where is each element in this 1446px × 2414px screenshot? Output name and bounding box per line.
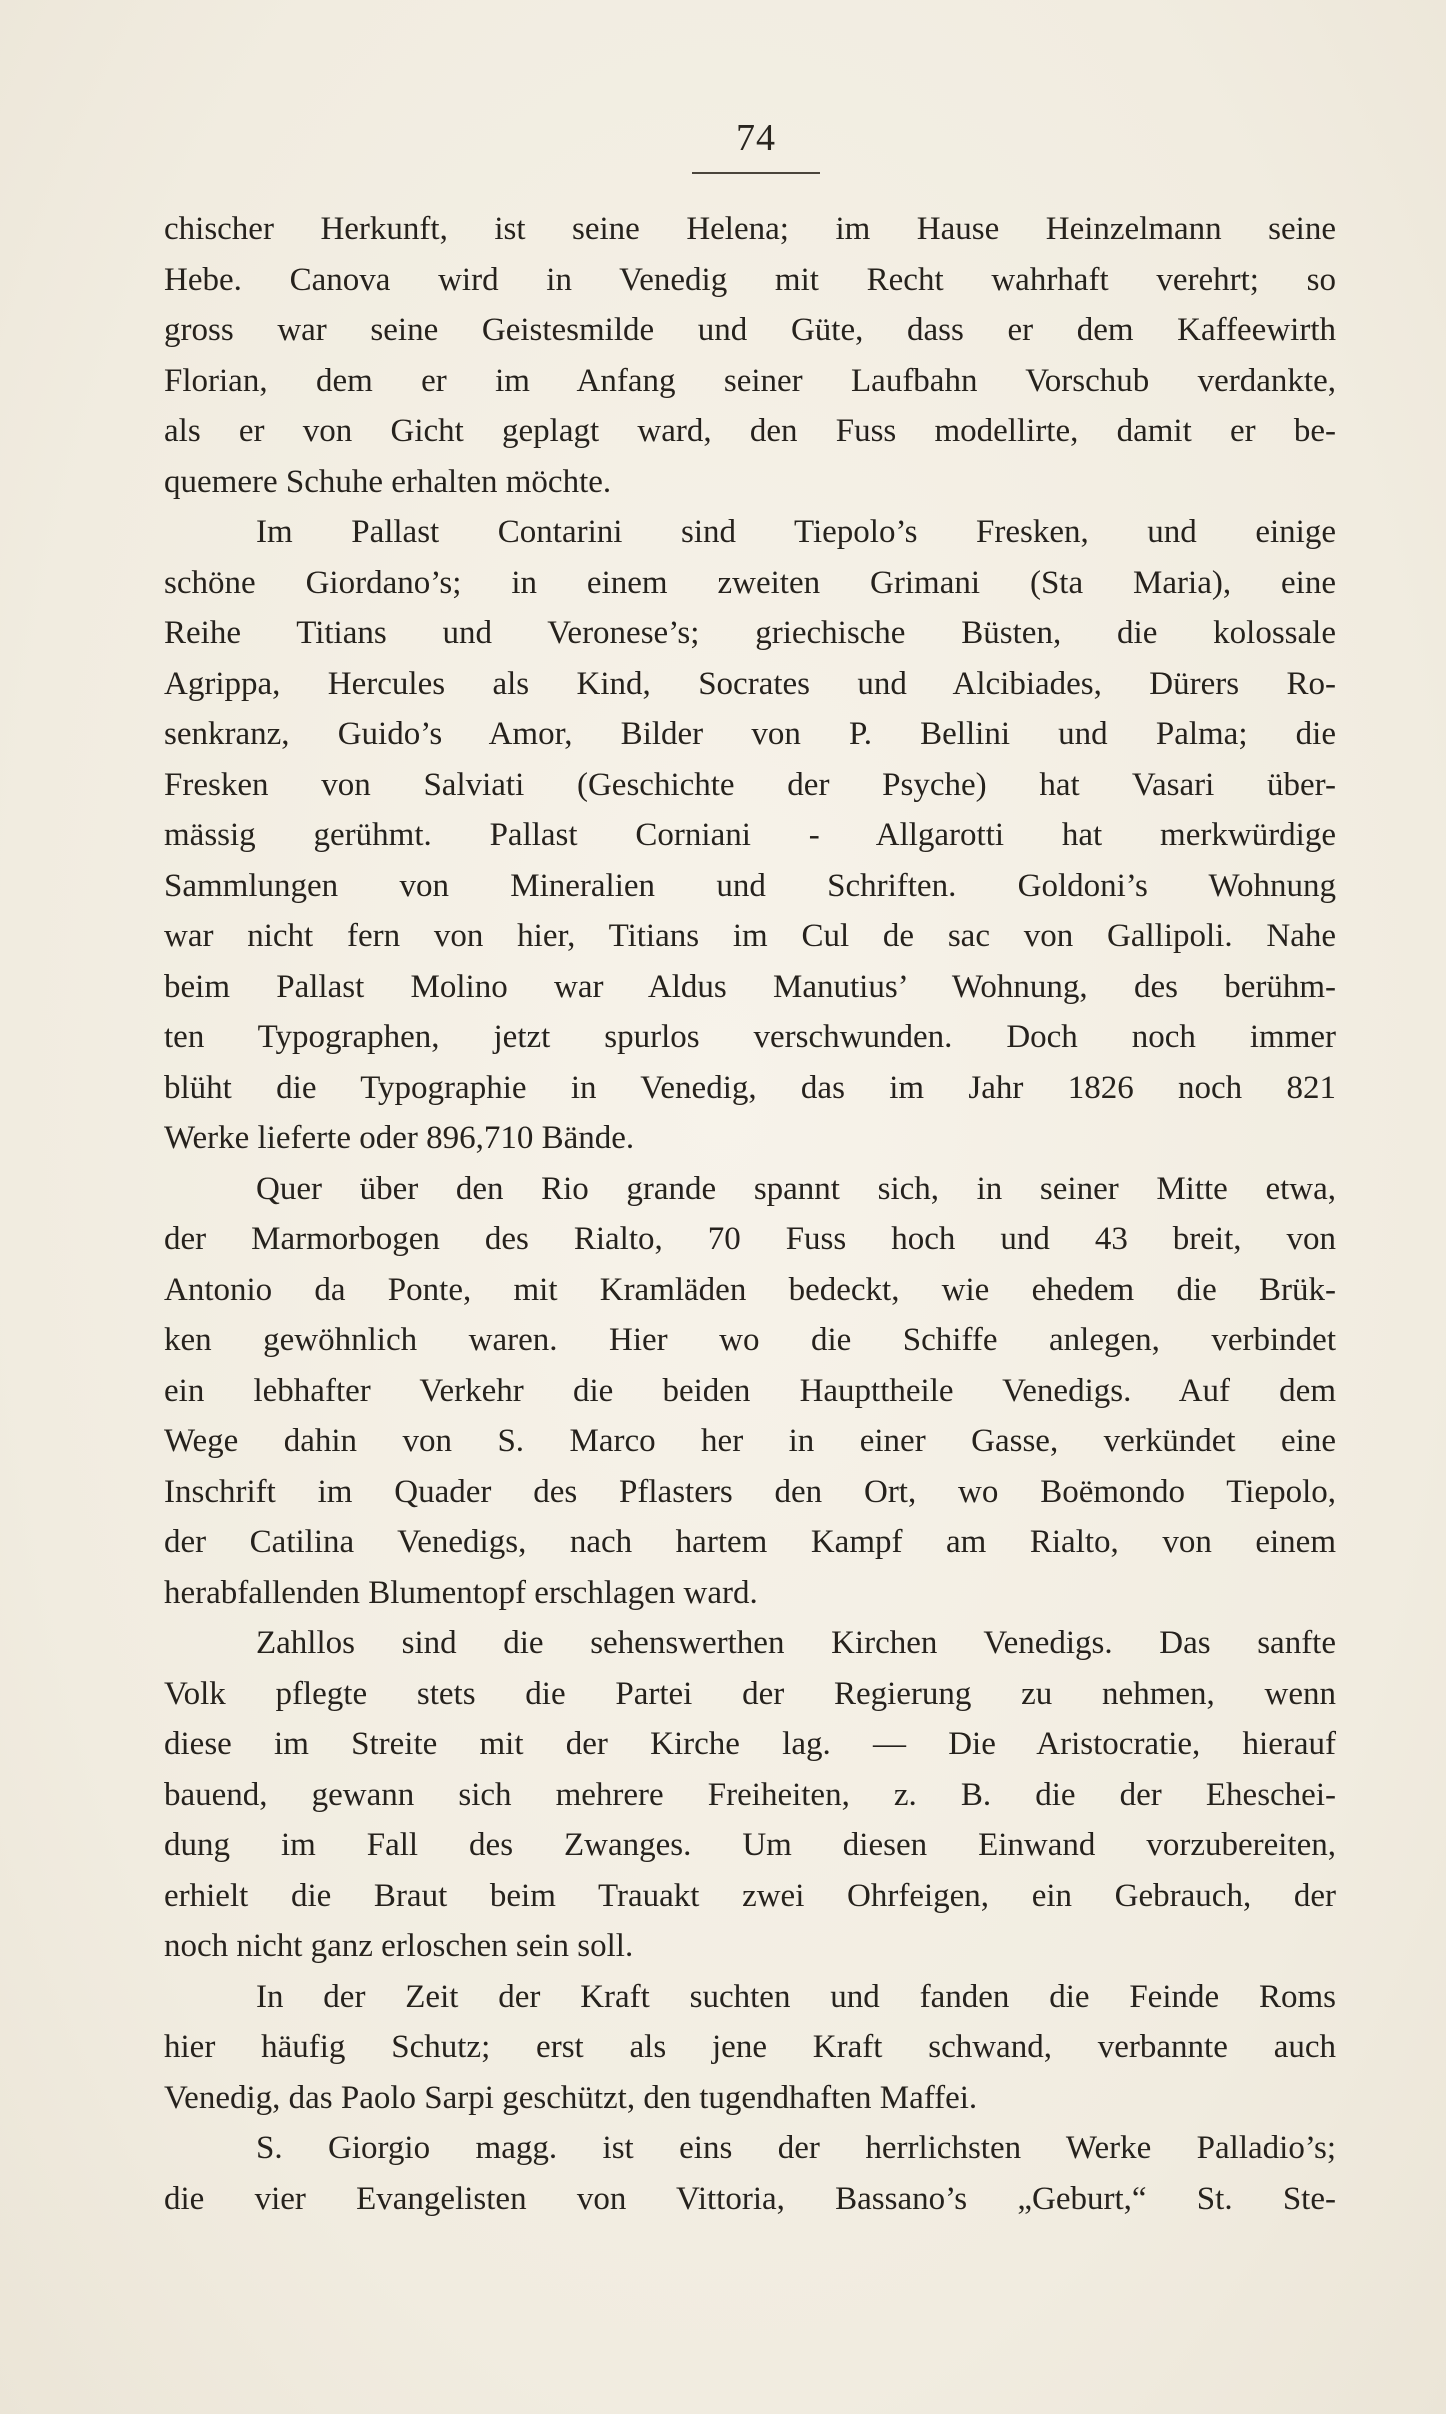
text-line: Wege dahin von S. Marco her in einer Gasse, verkündet eine (164, 1423, 1336, 1459)
text-line: als er von Gicht geplagt ward, den Fuss modellirte, damit er be- (164, 413, 1336, 449)
text-line: diese im Streite mit der Kirche lag. — Die Aristocratie, hierauf (164, 1726, 1336, 1762)
text-line: Fresken von Salviati (Geschichte der Psyche) hat Vasari über- (164, 766, 1336, 803)
text-line: die vier Evangelisten von Vittoria, Bassano’s „Geburt,“ St. Ste- (164, 2180, 1336, 2217)
text-line: Sammlungen von Mineralien und Schriften. Goldoni’s Wohnung (164, 867, 1336, 904)
text-line: Volk pflegte stets die Partei der Regierung zu nehmen, wenn (164, 1675, 1336, 1712)
text-line: herabfallenden Blumentopf erschlagen ward. (164, 1574, 758, 1611)
body-text (164, 204, 1336, 2224)
text-line: chischer Herkunft, ist seine Helena; im Hause Heinzelmann seine (164, 211, 1336, 247)
page-number-rule (692, 172, 820, 174)
text-line: Antonio da Ponte, mit Kramläden bedeckt, wie ehedem die Brük- (164, 1271, 1336, 1308)
text-line: blüht die Typographie in Venedig, das im Jahr 1826 noch 821 (164, 1069, 1336, 1106)
text-line: senkranz, Guido’s Amor, Bilder von P. Bellini und Palma; die (164, 716, 1336, 752)
text-line: In der Zeit der Kraft suchten und fanden die Feinde Roms (256, 1978, 1336, 2015)
text-line: beim Pallast Molino war Aldus Manutius’ Wohnung, des berühm- (164, 968, 1336, 1005)
text-line: hier häufig Schutz; erst als jene Kraft schwand, verbannte auch (164, 2029, 1336, 2065)
text-line: noch nicht ganz erloschen sein soll. (164, 1928, 634, 1964)
text-line: S. Giorgio magg. ist eins der herrlichsten Werke Palladio’s; (256, 2130, 1336, 2166)
text-line: gross war seine Geistesmilde und Güte, dass er dem Kaffeewirth (164, 312, 1336, 348)
text-line: quemere Schuhe erhalten möchte. (164, 463, 612, 500)
text-line: ein lebhafter Verkehr die beiden Haupttheile Venedigs. Auf dem (164, 1372, 1336, 1409)
text-line: ken gewöhnlich waren. Hier wo die Schiffe anlegen, verbindet (164, 1322, 1336, 1358)
text-line: Im Pallast Contarini sind Tiepolo’s Fresken, und einige (256, 514, 1336, 550)
page-number: 74 (736, 117, 776, 159)
text-line: Florian, dem er im Anfang seiner Laufbahn Vorschub verdankte, (164, 362, 1336, 399)
text-line: Hebe. Canova wird in Venedig mit Recht wahrhaft verehrt; so (164, 261, 1336, 298)
text-line: Werke lieferte oder 896,710 Bände. (164, 1120, 635, 1156)
text-line: erhielt die Braut beim Trauakt zwei Ohrfeigen, ein Gebrauch, der (164, 1877, 1336, 1914)
text-line: Reihe Titians und Veronese’s; griechische Büsten, die kolossale (164, 615, 1336, 651)
text-line: Zahllos sind die sehenswerthen Kirchen Venedigs. Das sanfte (256, 1625, 1336, 1661)
text-line: Venedig, das Paolo Sarpi geschützt, den tugendhaften Maffei. (164, 2079, 978, 2116)
text-line: war nicht fern von hier, Titians im Cul de sac von Gallipoli. Nahe (164, 918, 1336, 954)
text-line: Inschrift im Quader des Pflasters den Ort, wo Boëmondo Tiepolo, (164, 1473, 1336, 1510)
text-line: Agrippa, Hercules als Kind, Socrates und Alcibiades, Dürers Ro- (164, 665, 1336, 702)
text-line: ten Typographen, jetzt spurlos verschwunden. Doch noch immer (164, 1019, 1336, 1055)
text-line: dung im Fall des Zwanges. Um diesen Einwand vorzubereiten, (164, 1827, 1336, 1863)
text-line: der Catilina Venedigs, nach hartem Kampf am Rialto, von einem (164, 1524, 1336, 1560)
text-line: schöne Giordano’s; in einem zweiten Grimani (Sta Maria), eine (164, 564, 1336, 601)
text-line: bauend, gewann sich mehrere Freiheiten, z. B. die der Eheschei- (164, 1776, 1336, 1813)
text-line: der Marmorbogen des Rialto, 70 Fuss hoch und 43 breit, von (164, 1221, 1336, 1257)
text-line: mässig gerühmt. Pallast Corniani - Allgarotti hat merkwürdige (164, 817, 1336, 853)
text-line: Quer über den Rio grande spannt sich, in seiner Mitte etwa, (256, 1170, 1336, 1207)
